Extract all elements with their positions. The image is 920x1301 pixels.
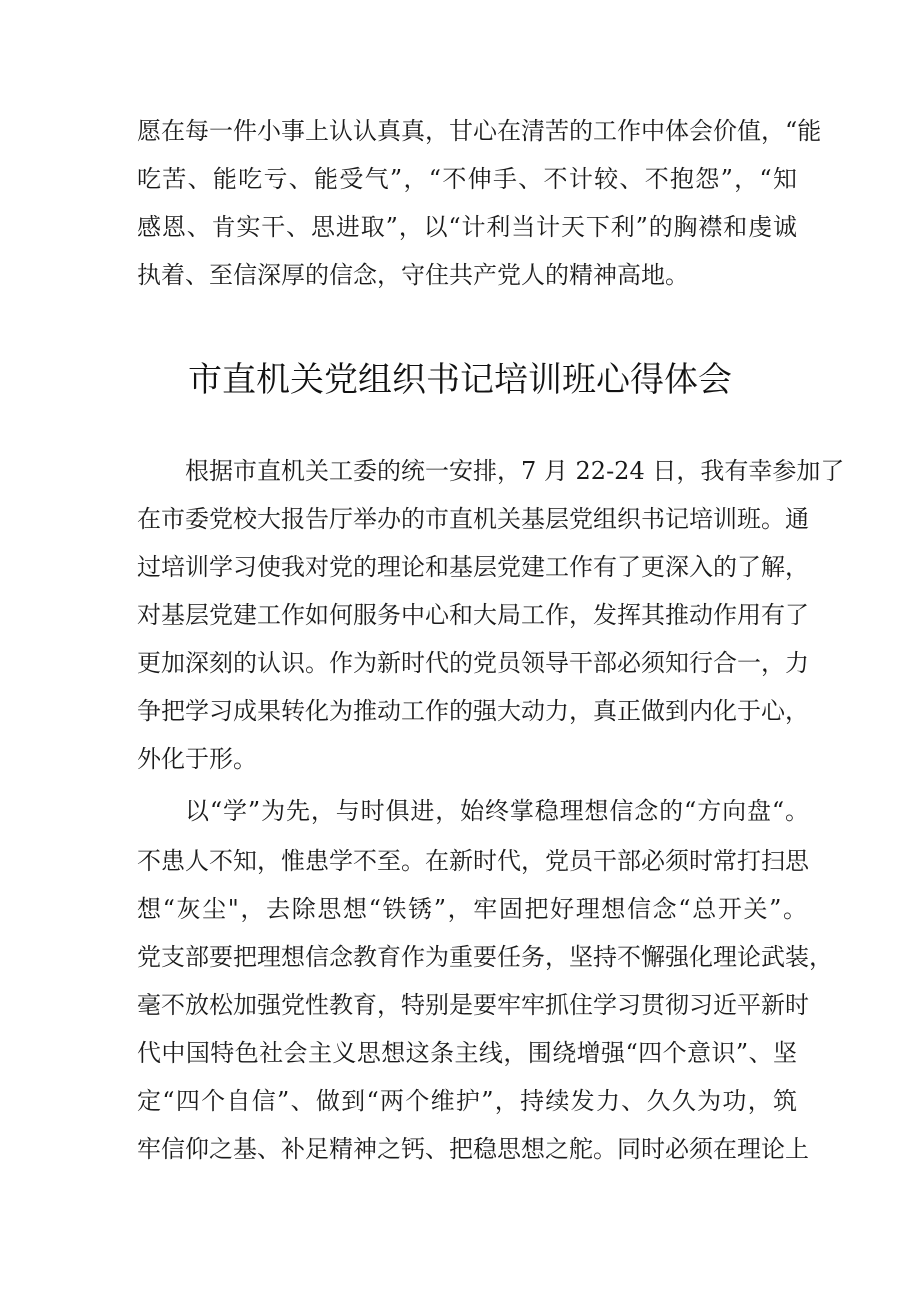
article-title: 市直机关党组织书记培训班心得体会 xyxy=(188,360,732,400)
paragraph2-line: 想“灰尘"，去除思想“铁锈”，牢固把好理想信念“总开关”。 xyxy=(137,895,807,923)
continuation-line: 吃苦、能吃亏、能受气”，“不伸手、不计较、不抱怨”，“知 xyxy=(137,165,797,193)
paragraph1-line: 争把学习成果转化为推动工作的强大动力，真正做到内化于心， xyxy=(137,697,809,725)
paragraph1-line: 在市委党校大报告厅举办的市直机关基层党组织书记培训班。通 xyxy=(137,505,809,533)
continuation-line: 愿在每一件小事上认认真真，甘心在清苦的工作中体会价值，“能 xyxy=(137,117,822,145)
paragraph2-line: 以“学”为先，与时俱进，始终掌稳理想信念的“方向盘“。 xyxy=(185,797,809,825)
paragraph2-line: 定“四个自信”、做到“两个维护”，持续发力、久久为功，筑 xyxy=(137,1087,797,1115)
paragraph2-line: 党支部要把理想信念教育作为重要任务，坚持不懈强化理论武装， xyxy=(137,943,833,971)
paragraph2-line: 代中国特色社会主义思想这条主线，围绕增强“四个意识”、坚 xyxy=(137,1039,797,1067)
continuation-line: 执着、至信深厚的信念，守住共产党人的精神高地。 xyxy=(137,261,689,289)
paragraph2-line: 毫不放松加强党性教育，特别是要牢牢抓住学习贯彻习近平新时 xyxy=(137,991,809,1019)
continuation-line: 感恩、肯实干、思进取”，以“计利当计天下利”的胸襟和虔诚 xyxy=(137,213,797,241)
paragraph1-line: 根据市直机关工委的统一安排，7 月 22-24 日，我有幸参加了 xyxy=(185,457,845,485)
paragraph1-line: 对基层党建工作如何服务中心和大局工作，发挥其推动作用有了 xyxy=(137,601,809,629)
paragraph2-line: 不患人不知，惟患学不至。在新时代，党员干部必须时常打扫思 xyxy=(137,847,809,875)
paragraph1-line: 过培训学习使我对党的理论和基层党建工作有了更深入的了解， xyxy=(137,553,809,581)
paragraph1-line: 外化于形。 xyxy=(137,745,257,773)
paragraph1-line: 更加深刻的认识。作为新时代的党员领导干部必须知行合一，力 xyxy=(137,649,809,677)
paragraph2-line: 牢信仰之基、补足精神之钙、把稳思想之舵。同时必须在理论上 xyxy=(137,1135,809,1163)
